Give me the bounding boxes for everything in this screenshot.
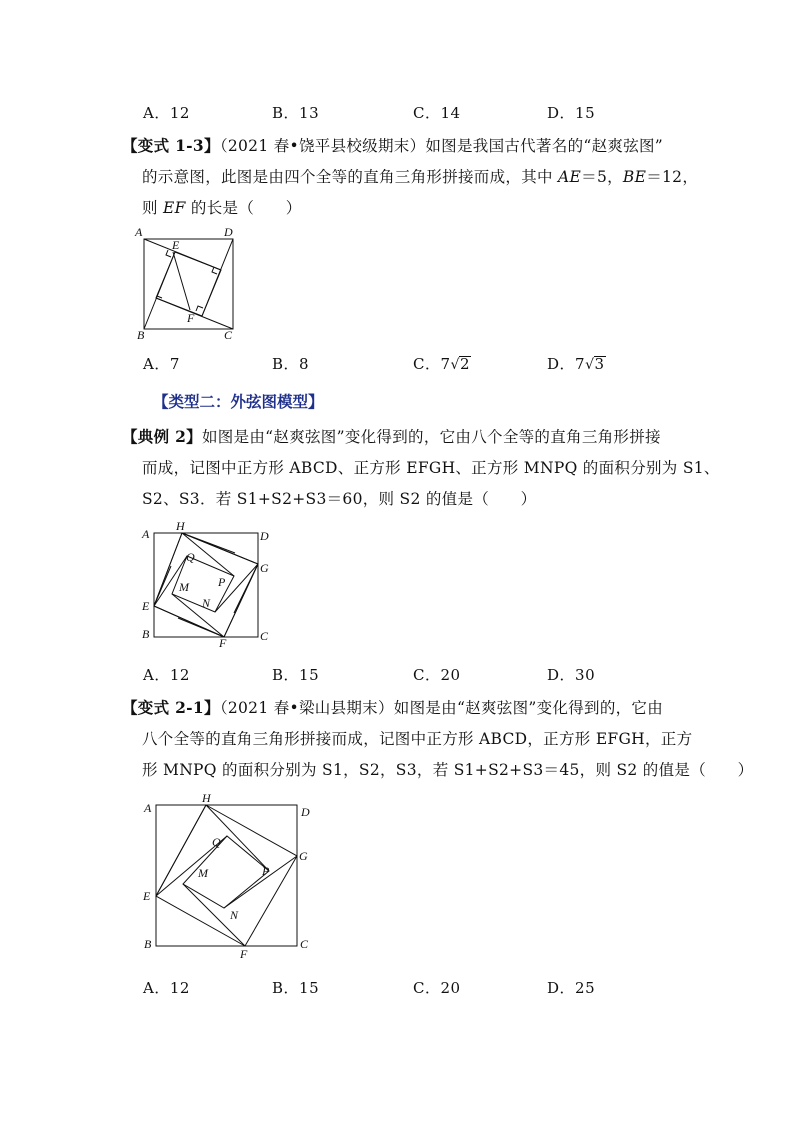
v21-label-e: E xyxy=(143,889,151,903)
ex2-label-g: G xyxy=(260,561,269,575)
v13-var-ae: AE xyxy=(558,168,582,186)
v21-label-a: A xyxy=(144,801,152,815)
v13-figure xyxy=(132,222,244,342)
ex2-label-h: H xyxy=(176,519,185,533)
v13-label-b: B xyxy=(137,328,145,342)
v13-option-a: A．7 xyxy=(143,355,180,373)
v21-label-d: D xyxy=(301,805,310,819)
ex2-label-c: C xyxy=(260,629,269,643)
v21-line3: 形 MNPQ 的面积分别为 S1，S2，S3，若 S1+S2+S3＝45，则 S2 的值是（ ） xyxy=(142,761,754,779)
v13-tag: 【变式 1-3】 xyxy=(122,136,220,155)
v13-option-c xyxy=(413,353,471,374)
v13-line2 xyxy=(142,165,698,187)
v13-option-d-radical-sign: √ xyxy=(585,357,595,373)
ex2-line3: S2、S3．若 S1+S2+S3＝60，则 S2 的值是（ ） xyxy=(142,490,537,508)
ex2-line2: 而成，记图中正方形 ABCD、正方形 EFGH、正方形 MNPQ 的面积分别为 S1、 xyxy=(142,459,720,477)
ex2-label-m: M xyxy=(179,580,189,594)
ex2-label-n: N xyxy=(202,596,211,610)
ex2-figure xyxy=(138,516,270,650)
v13-var-ef: EF xyxy=(163,199,186,217)
ex2-label-f: F xyxy=(219,636,227,650)
ex2-option-c: C．20 xyxy=(413,666,461,684)
ex2-label-a: A xyxy=(142,527,150,541)
ex2-text1: 如图是由“赵爽弦图”变化得到的，它由八个全等的直角三角形拼接 xyxy=(201,428,661,446)
v21-label-q: Q xyxy=(212,835,221,849)
ex2-option-b: B．15 xyxy=(272,666,320,684)
v21-line2: 八个全等的直角三角形拼接而成，记图中正方形 ABCD，正方形 EFGH，正方 xyxy=(142,730,693,748)
ex2-square-abcd xyxy=(154,533,258,637)
v13-var-be: BE xyxy=(622,168,647,186)
v21-option-b: B．15 xyxy=(272,979,320,997)
ex2-line-ef xyxy=(154,606,224,637)
v13-label-a: A xyxy=(135,225,143,239)
v13-option-c-radicand: 2 xyxy=(459,355,470,373)
ex2-diag-fm xyxy=(172,594,224,637)
ex2-label-e: E xyxy=(142,599,150,613)
v21-option-a: A．12 xyxy=(143,979,190,997)
v21-figure xyxy=(138,790,323,962)
v21-line-he xyxy=(156,805,206,896)
v13-option-d xyxy=(547,353,606,374)
v21-tag: 【变式 2-1】 xyxy=(122,698,220,717)
v13-line1 xyxy=(122,134,663,156)
v13-label-f: F xyxy=(187,311,195,325)
v21-text1: （2021 春•梁山县期末）如图是由“赵爽弦图”变化得到的，它由 xyxy=(219,699,664,717)
ex2-line1 xyxy=(122,425,661,447)
v21-line1 xyxy=(122,696,663,718)
q1-option-d: D．15 xyxy=(547,104,596,122)
v13-text3c: 的长是（ ） xyxy=(185,199,302,217)
ex2-label-b: B xyxy=(142,627,150,641)
q1-option-c: C．14 xyxy=(413,104,461,122)
section-heading: 【类型二：外弦图模型】 xyxy=(153,392,324,411)
v13-line3 xyxy=(142,196,302,218)
v13-option-b: B．8 xyxy=(272,355,310,373)
v21-option-c: C．20 xyxy=(413,979,461,997)
v13-text3a: 则 xyxy=(142,199,164,217)
v13-text1: （2021 春•饶平县校级期末）如图是我国古代著名的“赵爽弦图” xyxy=(219,137,664,155)
v21-label-p: P xyxy=(262,864,270,878)
v13-text2a: 的示意图，此图是由四个全等的直角三角形拼接而成，其中 xyxy=(142,168,559,186)
v13-label-e: E xyxy=(172,238,180,252)
v13-option-c-radical-sign: √ xyxy=(450,357,460,373)
ex2-label-d: D xyxy=(260,529,269,543)
v13-label-d: D xyxy=(224,225,233,239)
v13-right-angle-4 xyxy=(157,291,162,298)
ex2-option-a: A．12 xyxy=(143,666,190,684)
v21-label-n: N xyxy=(230,908,239,922)
v21-label-m: M xyxy=(198,866,208,880)
v13-option-c-text: C．7 xyxy=(413,355,451,373)
ex2-label-p: P xyxy=(218,575,226,589)
v21-label-g: G xyxy=(299,849,308,863)
ex2-label-q: Q xyxy=(186,550,195,564)
v13-line-ef xyxy=(173,252,190,310)
v13-text2e: ＝12， xyxy=(646,168,699,186)
q1-option-a: A．12 xyxy=(143,104,190,122)
v13-option-d-radicand: 3 xyxy=(594,355,605,373)
ex2-line-fg xyxy=(224,564,258,637)
ex2-option-d: D．30 xyxy=(547,666,596,684)
ex2-square-efgh xyxy=(154,533,258,637)
v13-option-d-text: D．7 xyxy=(547,355,586,373)
v21-label-b: B xyxy=(144,937,152,951)
v21-label-f: F xyxy=(240,947,248,961)
v21-label-h: H xyxy=(202,791,211,805)
v13-label-c: C xyxy=(224,328,233,342)
v21-option-d: D．25 xyxy=(547,979,596,997)
v13-right-angle-3 xyxy=(196,306,203,311)
v13-right-angle-1 xyxy=(166,250,171,257)
ex2-tag: 【典例 2】 xyxy=(122,427,202,446)
q1-option-b: B．13 xyxy=(272,104,320,122)
v21-label-c: C xyxy=(300,937,309,951)
v13-text2c: ＝5， xyxy=(581,168,623,186)
